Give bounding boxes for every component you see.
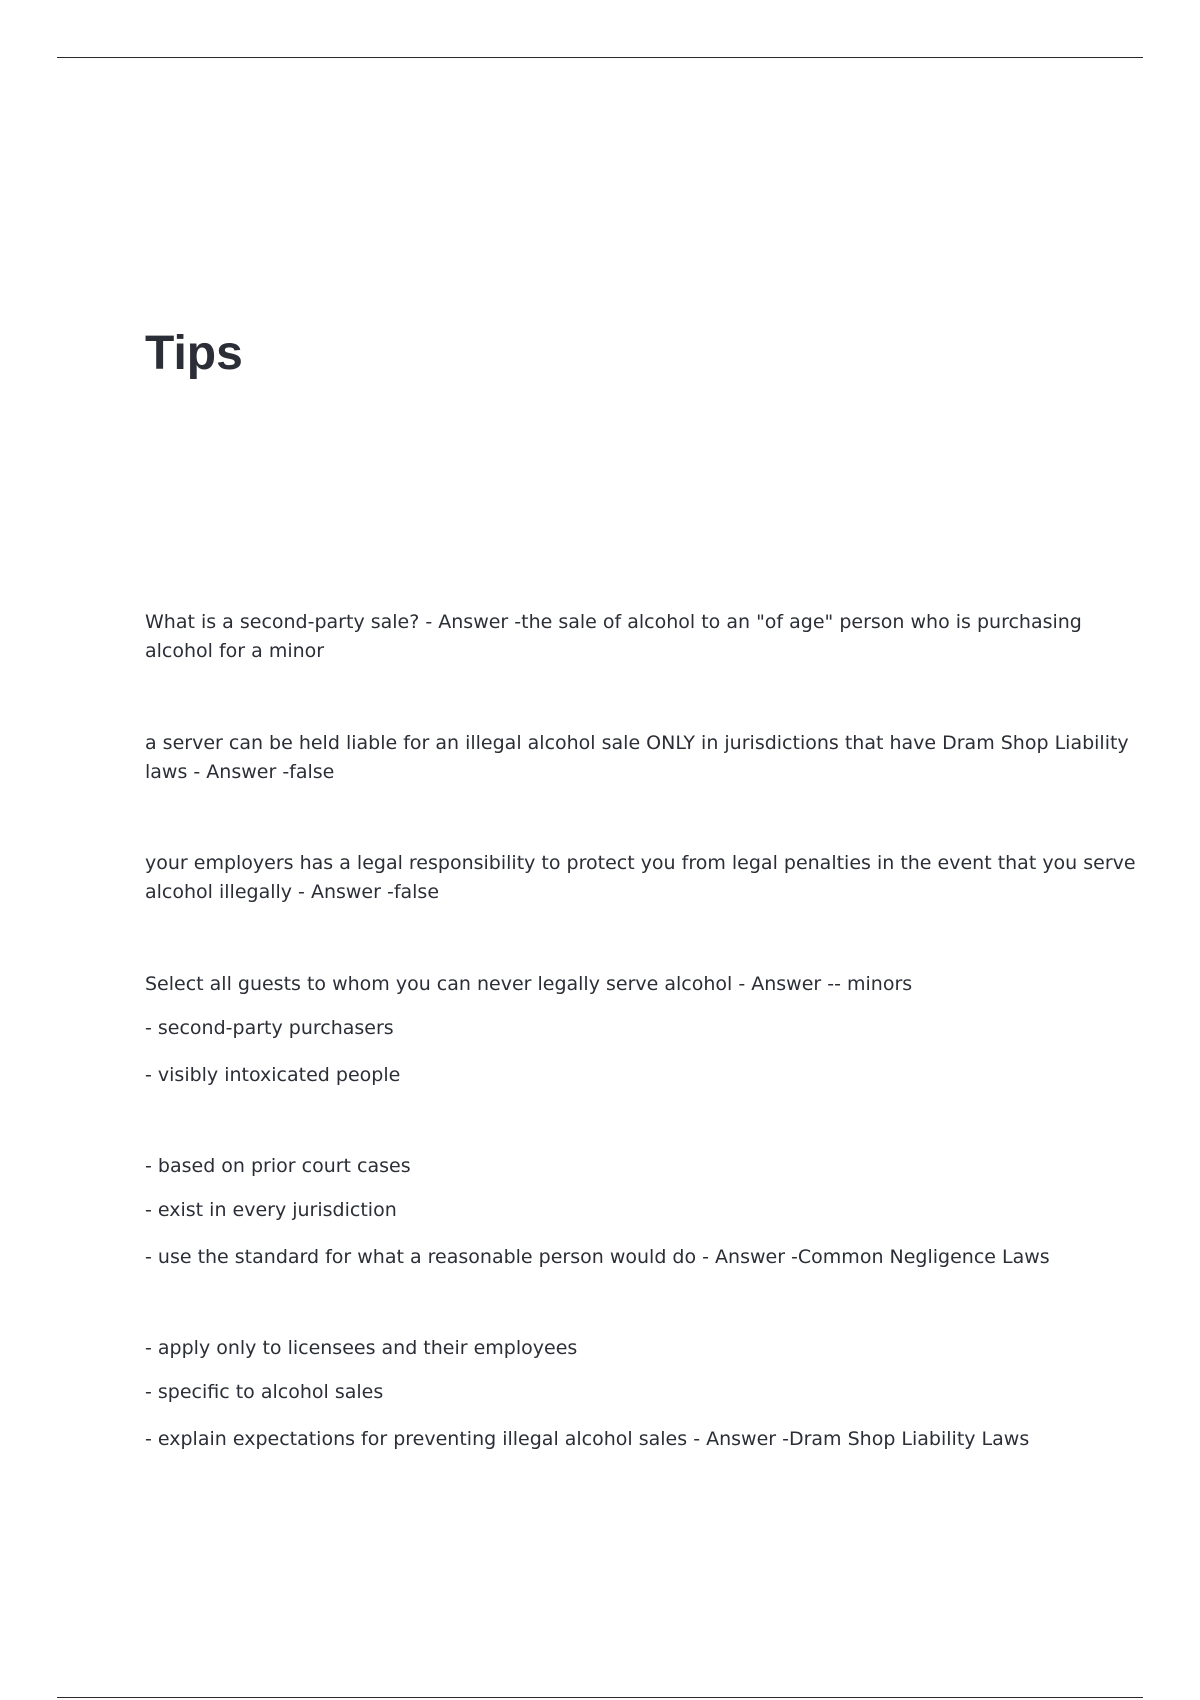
qa-employer-responsibility — [145, 849, 1136, 907]
text-line: - visibly intoxicated people — [145, 1064, 401, 1086]
text-line: a server can be held liable for an illegal alcohol sale ONLY in jurisdictions that have Dram Shop Liability — [145, 732, 1129, 754]
text-line: - use the standard for what a reasonable person would do - Answer -Common Negligence Laws — [145, 1246, 1050, 1268]
qa-common-negligence — [145, 1243, 1080, 1272]
qa-second-party-sale — [145, 608, 1080, 666]
text-line: laws - Answer -false — [145, 761, 335, 783]
top-rule — [57, 57, 1143, 58]
text-line: - based on prior court cases — [145, 1155, 411, 1177]
text-line: - explain expectations for preventing illegal alcohol sales - Answer -Dram Shop Liability Laws — [145, 1428, 1030, 1450]
list-item — [145, 1014, 1080, 1043]
text-line: - second-party purchasers — [145, 1017, 394, 1039]
text-line: What is a second-party sale? - Answer -the sale of alcohol to an "of age" person who is purchasing — [145, 611, 1082, 633]
list-item — [145, 1061, 1080, 1090]
list-item — [145, 1152, 1080, 1181]
text-line: Select all guests to whom you can never legally serve alcohol - Answer -- minors — [145, 973, 913, 995]
qa-server-liability — [145, 729, 1129, 787]
list-item — [145, 1378, 1080, 1407]
text-line: alcohol illegally - Answer -false — [145, 881, 440, 903]
qa-dram-shop — [145, 1425, 1080, 1454]
list-item — [145, 1334, 1080, 1363]
text-line: alcohol for a minor — [145, 640, 325, 662]
list-item — [145, 1196, 1080, 1225]
text-line: - specific to alcohol sales — [145, 1381, 384, 1403]
qa-never-serve — [145, 970, 1080, 999]
bottom-rule — [57, 1697, 1143, 1698]
page-title: Tips — [145, 327, 243, 380]
text-line: - apply only to licensees and their employees — [145, 1337, 578, 1359]
text-line: - exist in every jurisdiction — [145, 1199, 397, 1221]
text-line: your employers has a legal responsibility to protect you from legal penalties in the event that you serve — [145, 852, 1136, 874]
